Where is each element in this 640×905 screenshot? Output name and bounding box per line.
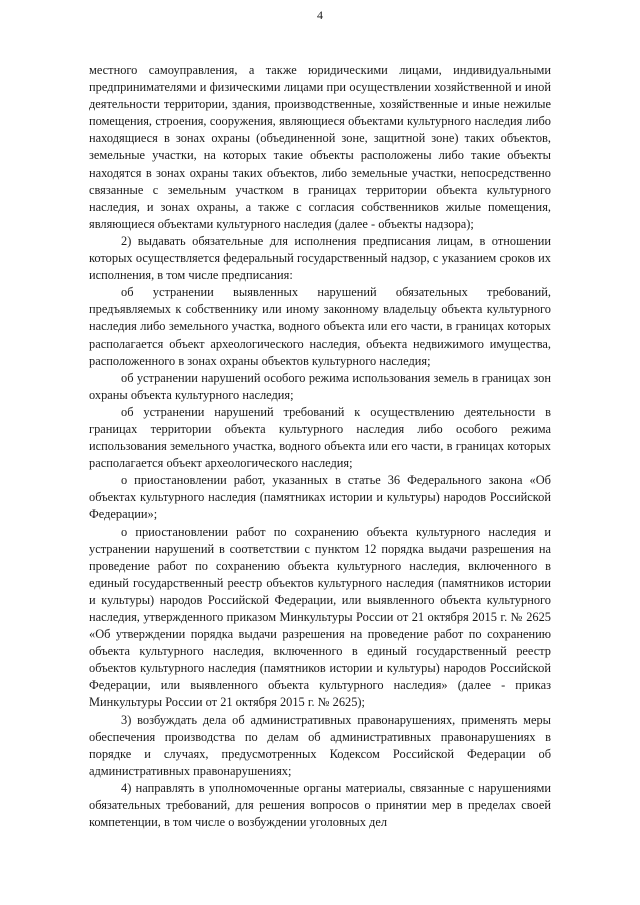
paragraph-prescription-suspension-art36: о приостановлении работ, указанных в статье 36 Федерального закона «Об объектах культурного наследия (памятниках истории и культуры) народов Российской Федерации»; [89,473,551,522]
paragraph-prescription-activity: об устранении нарушений требований к осуществлению деятельности в границах территории объекта культурного наследия либо особого режима использования земельного участка, водного объекта или его части, в границах которых располагается объект археологического наследия; [89,404,551,471]
paragraph-item-3: 3) возбуждать дела об административных правонарушениях, применять меры обеспечения производства по делам об административных правонарушениях в порядке и случаях, предусмотренных Кодексом Российской Федерации об административных правонарушениях; [89,712,551,778]
page-number: 4 [317,8,323,22]
paragraph-prescription-land-regime: об устранении нарушений особого режима использования земель в границах зон охраны объекта культурного наследия; [89,370,551,402]
document-body [89,62,551,831]
paragraph-continuation: местного самоуправления, а также юридическими лицами, индивидуальными предпринимателями и физическими лицами при осуществлении хозяйственной и иной деятельности территории, здания, производственные, хозяйственные и иные нежилые помещения, строения, сооружения, являющиеся объектами культурного наследия либо находящиеся в зонах охраны (объединенной зоне, защитной зоне) таких объектов, земельные участки, на которых такие объекты расположены либо такие объекты находятся в зонах охраны таких объектов, либо земельные участки, непосредственно связанные с земельным участком в границах территории объекта культурного наследия, и зонах охраны, а также с согласия собственников жилые помещения, являющиеся объектами культурного наследия (далее - объекты надзора); [89,63,551,231]
paragraph-prescription-violations: об устранении выявленных нарушений обязательных требований, предъявляемых к собственнику или иному законному владельцу объекта культурного наследия либо земельного участка, водного объекта или его части, в границах которых располагается объект археологического наследия, объекта недвижимого имущества, расположенного в зонах охраны объектов культурного наследия; [89,285,551,368]
paragraph-item-2: 2) выдавать обязательные для исполнения предписания лицам, в отношении которых осуществляется федеральный государственный надзор, с указанием сроков их исполнения, в том числе предписания: [89,233,551,283]
paragraph-prescription-suspension-order: о приостановлении работ по сохранению объекта культурного наследия и устранении нарушений в соответствии с пунктом 12 порядка выдачи разрешения на проведение работ по сохранению объекта культурного наследия, включенного в единый государственный реестр объектов культурного наследия (памятников истории и культуры) народов Российской Федерации, или выявленного объекта культурного наследия, утвержденного приказом Минкультуры России от 21 октября 2015 г. № 2625 «Об утверждении порядка выдачи разрешения на проведение работ по сохранению объекта культурного наследия, включенного в единый государственный реестр объектов культурного наследия (памятников истории и культуры) народов Российской Федерации, или выявленного объекта культурного наследия» (далее - приказ Минкультуры России от 21 октября 2015 г. № 2625); [89,524,551,710]
paragraph-item-4: 4) направлять в уполномоченные органы материалы, связанные с нарушениями обязательных требований, для решения вопросов о принятии мер в пределах своей компетенции, в том числе о возбуждении уголовных дел [89,780,551,830]
